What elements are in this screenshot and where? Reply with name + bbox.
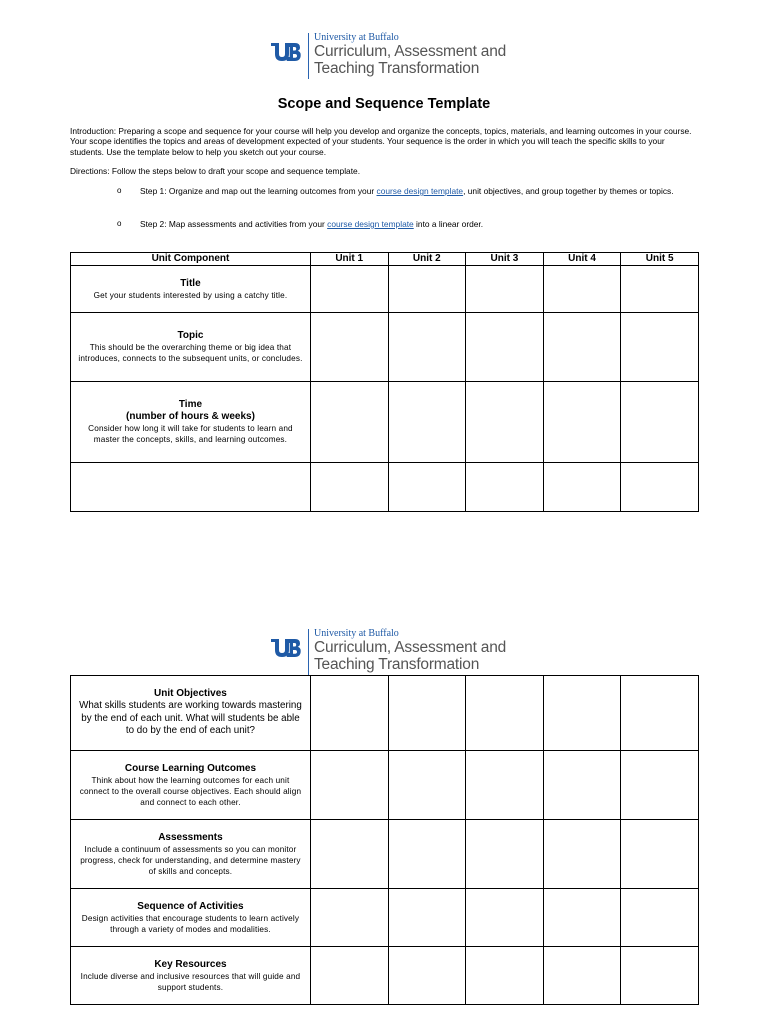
- cell-unit-4[interactable]: [543, 820, 621, 889]
- cell-unit-3[interactable]: [466, 463, 544, 512]
- dept-name-line2: Teaching Transformation: [314, 656, 480, 673]
- cell-unit-5[interactable]: [621, 266, 699, 313]
- cell-unit-1[interactable]: [310, 676, 388, 751]
- cell-unit-1[interactable]: [310, 947, 388, 1005]
- cell-unit-1[interactable]: [310, 751, 388, 820]
- header-unit-1: Unit 1: [310, 253, 388, 266]
- header-unit-5: Unit 5: [621, 253, 699, 266]
- table-row: [71, 947, 699, 1005]
- step-2: o Step 2: Map assessments and activities from your course design template into a linear order.: [117, 219, 484, 229]
- row-unit-objectives-label: Unit Objectives What skills students are working towards mastering by the end of each unit. What will students be able to do by the end of each unit?: [71, 676, 311, 751]
- cell-unit-5[interactable]: [621, 889, 699, 947]
- cell-unit-3[interactable]: [466, 382, 544, 463]
- header-unit-4: Unit 4: [543, 253, 621, 266]
- cell-unit-2[interactable]: [388, 751, 466, 820]
- cell-unit-4[interactable]: [543, 266, 621, 313]
- dept-name-line2: Teaching Transformation: [314, 60, 480, 77]
- cell-unit-1[interactable]: [310, 820, 388, 889]
- cell-unit-2[interactable]: [388, 313, 466, 382]
- cell-unit-3[interactable]: [466, 820, 544, 889]
- cell-unit-1[interactable]: [310, 382, 388, 463]
- table-row: [71, 463, 699, 512]
- cell-unit-2[interactable]: [388, 676, 466, 751]
- cell-unit-5[interactable]: [621, 313, 699, 382]
- cell-unit-4[interactable]: [543, 751, 621, 820]
- cell-unit-4[interactable]: [543, 463, 621, 512]
- row-topic-label: Topic This should be the overarching theme or big idea that introduces, connects to the subsequent units, or concludes.: [71, 313, 311, 382]
- bullet-icon: o: [117, 186, 122, 195]
- row-sequence-of-activities-label: Sequence of Activities Design activities that encourage students to learn actively through a variety of modes and modalities.: [71, 889, 311, 947]
- cell-unit-1[interactable]: [310, 463, 388, 512]
- cell-unit-2[interactable]: [388, 266, 466, 313]
- row-assessments-label: Assessments Include a continuum of assessments so you can monitor progress, check for understanding, and determine mastery of skills and concepts.: [71, 820, 311, 889]
- university-name: University at Buffalo: [314, 32, 399, 43]
- ub-logo: [270, 628, 506, 675]
- cell-unit-4[interactable]: [543, 313, 621, 382]
- scope-table-2: [70, 675, 699, 1005]
- cell-unit-5[interactable]: [621, 463, 699, 512]
- row-time-label: Time (number of hours & weeks) Consider how long it will take for students to learn and master the concepts, skills, and learning outcomes.: [71, 382, 311, 463]
- cell-unit-3[interactable]: [466, 889, 544, 947]
- cell-unit-2[interactable]: [388, 947, 466, 1005]
- bullet-icon: o: [117, 219, 122, 228]
- ub-logo: [270, 32, 506, 79]
- course-design-template-link[interactable]: course design template: [376, 186, 464, 196]
- table-row: [71, 266, 699, 313]
- row-title-label: Title Get your students interested by using a catchy title.: [71, 266, 311, 313]
- page-title: Scope and Sequence Template: [277, 96, 491, 112]
- directions-text: Directions: Follow the steps below to draft your scope and sequence template.: [70, 166, 361, 176]
- header-unit-2: Unit 2: [388, 253, 466, 266]
- cell-unit-1[interactable]: [310, 889, 388, 947]
- table-row: [71, 889, 699, 947]
- university-name: University at Buffalo: [314, 628, 399, 639]
- step-1: o Step 1: Organize and map out the learning outcomes from your course design template, unit objectives, and group together by themes or topics.: [117, 186, 674, 196]
- scope-table-1: [70, 252, 699, 512]
- cell-unit-3[interactable]: [466, 751, 544, 820]
- cell-unit-3[interactable]: [466, 947, 544, 1005]
- cell-unit-5[interactable]: [621, 676, 699, 751]
- cell-unit-1[interactable]: [310, 313, 388, 382]
- table-row: [71, 676, 699, 751]
- table-header-row: [71, 253, 699, 266]
- cell-unit-5[interactable]: [621, 382, 699, 463]
- ub-logo-icon: [270, 41, 302, 63]
- cell-unit-3[interactable]: [466, 313, 544, 382]
- cell-unit-4[interactable]: [543, 889, 621, 947]
- cell-unit-3[interactable]: [466, 676, 544, 751]
- header-unit-3: Unit 3: [466, 253, 544, 266]
- dept-name-line1: Curriculum, Assessment and: [314, 639, 507, 656]
- cell-unit-2[interactable]: [388, 382, 466, 463]
- row-course-learning-outcomes-label: Course Learning Outcomes Think about how the learning outcomes for each unit connect to the overall course objectives. Each should align and connect to each other.: [71, 751, 311, 820]
- table-row: [71, 751, 699, 820]
- ub-logo-icon: [270, 637, 302, 659]
- dept-name-line1: Curriculum, Assessment and: [314, 43, 507, 60]
- cell-unit-2[interactable]: [388, 463, 466, 512]
- course-design-template-link[interactable]: course design template: [327, 219, 414, 229]
- cell-unit-4[interactable]: [543, 676, 621, 751]
- cell-unit-5[interactable]: [621, 947, 699, 1005]
- cell-unit-2[interactable]: [388, 820, 466, 889]
- table-row: [71, 313, 699, 382]
- cell-unit-4[interactable]: [543, 382, 621, 463]
- introduction-text: Introduction: Preparing a scope and sequence for your course will help you develop and organize the concepts, topics, materials, and learning outcomes in your course. Your scope identifies the topics and areas of development expected of your students. Your sequence is the order in which you will teach the specific skills to your students. Use the template below to help you sketch out your course.: [70, 126, 692, 157]
- cell-unit-4[interactable]: [543, 947, 621, 1005]
- cell-unit-3[interactable]: [466, 266, 544, 313]
- cell-unit-5[interactable]: [621, 820, 699, 889]
- cell-unit-2[interactable]: [388, 889, 466, 947]
- row-key-resources-label: Key Resources Include diverse and inclusive resources that will guide and support students.: [71, 947, 311, 1005]
- header-unit-component: Unit Component: [71, 253, 311, 266]
- row-blank-label[interactable]: [71, 463, 311, 512]
- cell-unit-5[interactable]: [621, 751, 699, 820]
- table-row: [71, 820, 699, 889]
- cell-unit-1[interactable]: [310, 266, 388, 313]
- table-row: [71, 382, 699, 463]
